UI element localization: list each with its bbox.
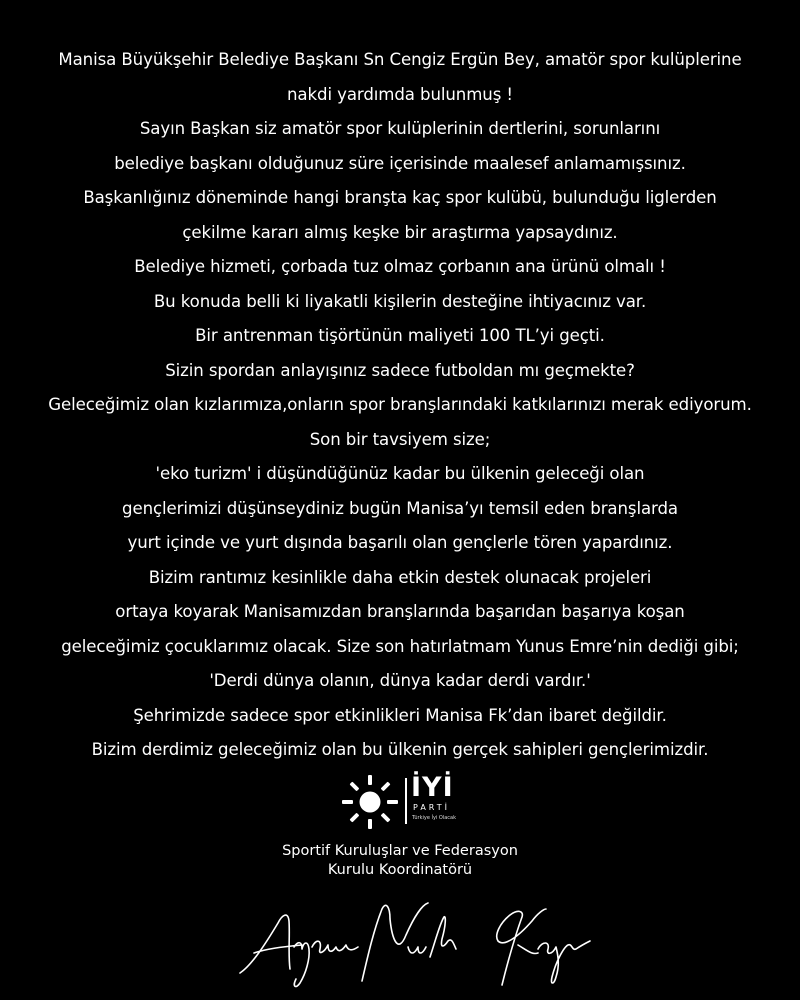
letter-body — [0, 43, 800, 768]
letter-line: yurt içinde ve yurt dışında başarılı olan gençlerle tören yapardınız. — [127, 533, 673, 552]
logo-motto: Türkiye İyi Olacak — [412, 815, 457, 821]
letter-line: belediye başkanı olduğunuz süre içerisinde maalesef anlamamışsınız. — [114, 153, 686, 173]
letter-line: Sizin spordan anlayışınız sadece futboldan mı geçmekte? — [165, 360, 635, 380]
logo-wordmark: İYİ — [411, 772, 454, 803]
handwritten-signature — [232, 895, 592, 995]
letter-line: Belediye hizmeti, çorbada tuz olmaz çorbanın ana ürünü olmalı ! — [134, 257, 666, 276]
letter-line: Geleceğimiz olan kızlarımıza,onların spor branşlarındaki katkılarınızı merak ediyorum. — [48, 395, 752, 414]
letter-line: Bizim rantımız kesinlikle daha etkin destek olunacak projeleri — [148, 567, 652, 587]
letter-line: ortaya koyarak Manisamızdan branşlarında başarıdan başarıya koşan — [115, 602, 685, 621]
role-line: Sportif Kuruluşlar ve Federasyon — [282, 843, 518, 859]
letter-line: Bir antrenman tişörtünün maliyeti 100 TL’yi geçti. — [195, 326, 605, 345]
letter-line: gençlerimizi düşünseydiniz bugün Manisa’yı temsil eden branşlarda — [122, 498, 678, 518]
letter-line: Sayın Başkan siz amatör spor kulüplerinin dertlerini, sorunlarını — [139, 119, 661, 138]
role-line: Kurulu Koordinatörü — [327, 862, 473, 878]
letter-line: Bu konuda belli ki liyakatli kişilerin desteğine ihtiyacınız var. — [153, 291, 647, 311]
logo-divider — [405, 778, 407, 824]
letter-line: Başkanlığınız döneminde hangi branşta kaç spor kulübü, bulunduğu liglerden — [83, 188, 717, 207]
party-logo — [340, 772, 464, 832]
sun-icon — [340, 772, 404, 832]
letter-line: nakdi yardımda bulunmuş ! — [287, 84, 513, 104]
letter-line: Şehrimizde sadece spor etkinlikleri Manisa Fk’dan ibaret değildir. — [133, 705, 667, 725]
letter-line: Son bir tavsiyem size; — [309, 429, 491, 449]
letter-line: Manisa Büyükşehir Belediye Başkanı Sn Cengiz Ergün Bey, amatör spor kulüplerine — [58, 50, 742, 69]
letter-line: Bizim derdimiz geleceğimiz olan bu ülkenin gerçek sahipleri gençlerimizdir. — [91, 740, 709, 759]
letter-line: 'eko turizm' i düşündüğünüz kadar bu ülkenin geleceği olan — [155, 464, 645, 483]
logo-subtitle: PARTİ — [413, 803, 451, 812]
letter-line: geleceğimiz çocuklarımız olacak. Size son hatırlatmam Yunus Emre’nin dediği gibi; — [61, 636, 739, 656]
author-role — [0, 842, 800, 880]
letter-line: 'Derdi dünya olanın, dünya kadar derdi vardır.' — [209, 671, 591, 690]
letter-line: çekilme kararı almış keşke bir araştırma yapsaydınız. — [182, 222, 618, 242]
